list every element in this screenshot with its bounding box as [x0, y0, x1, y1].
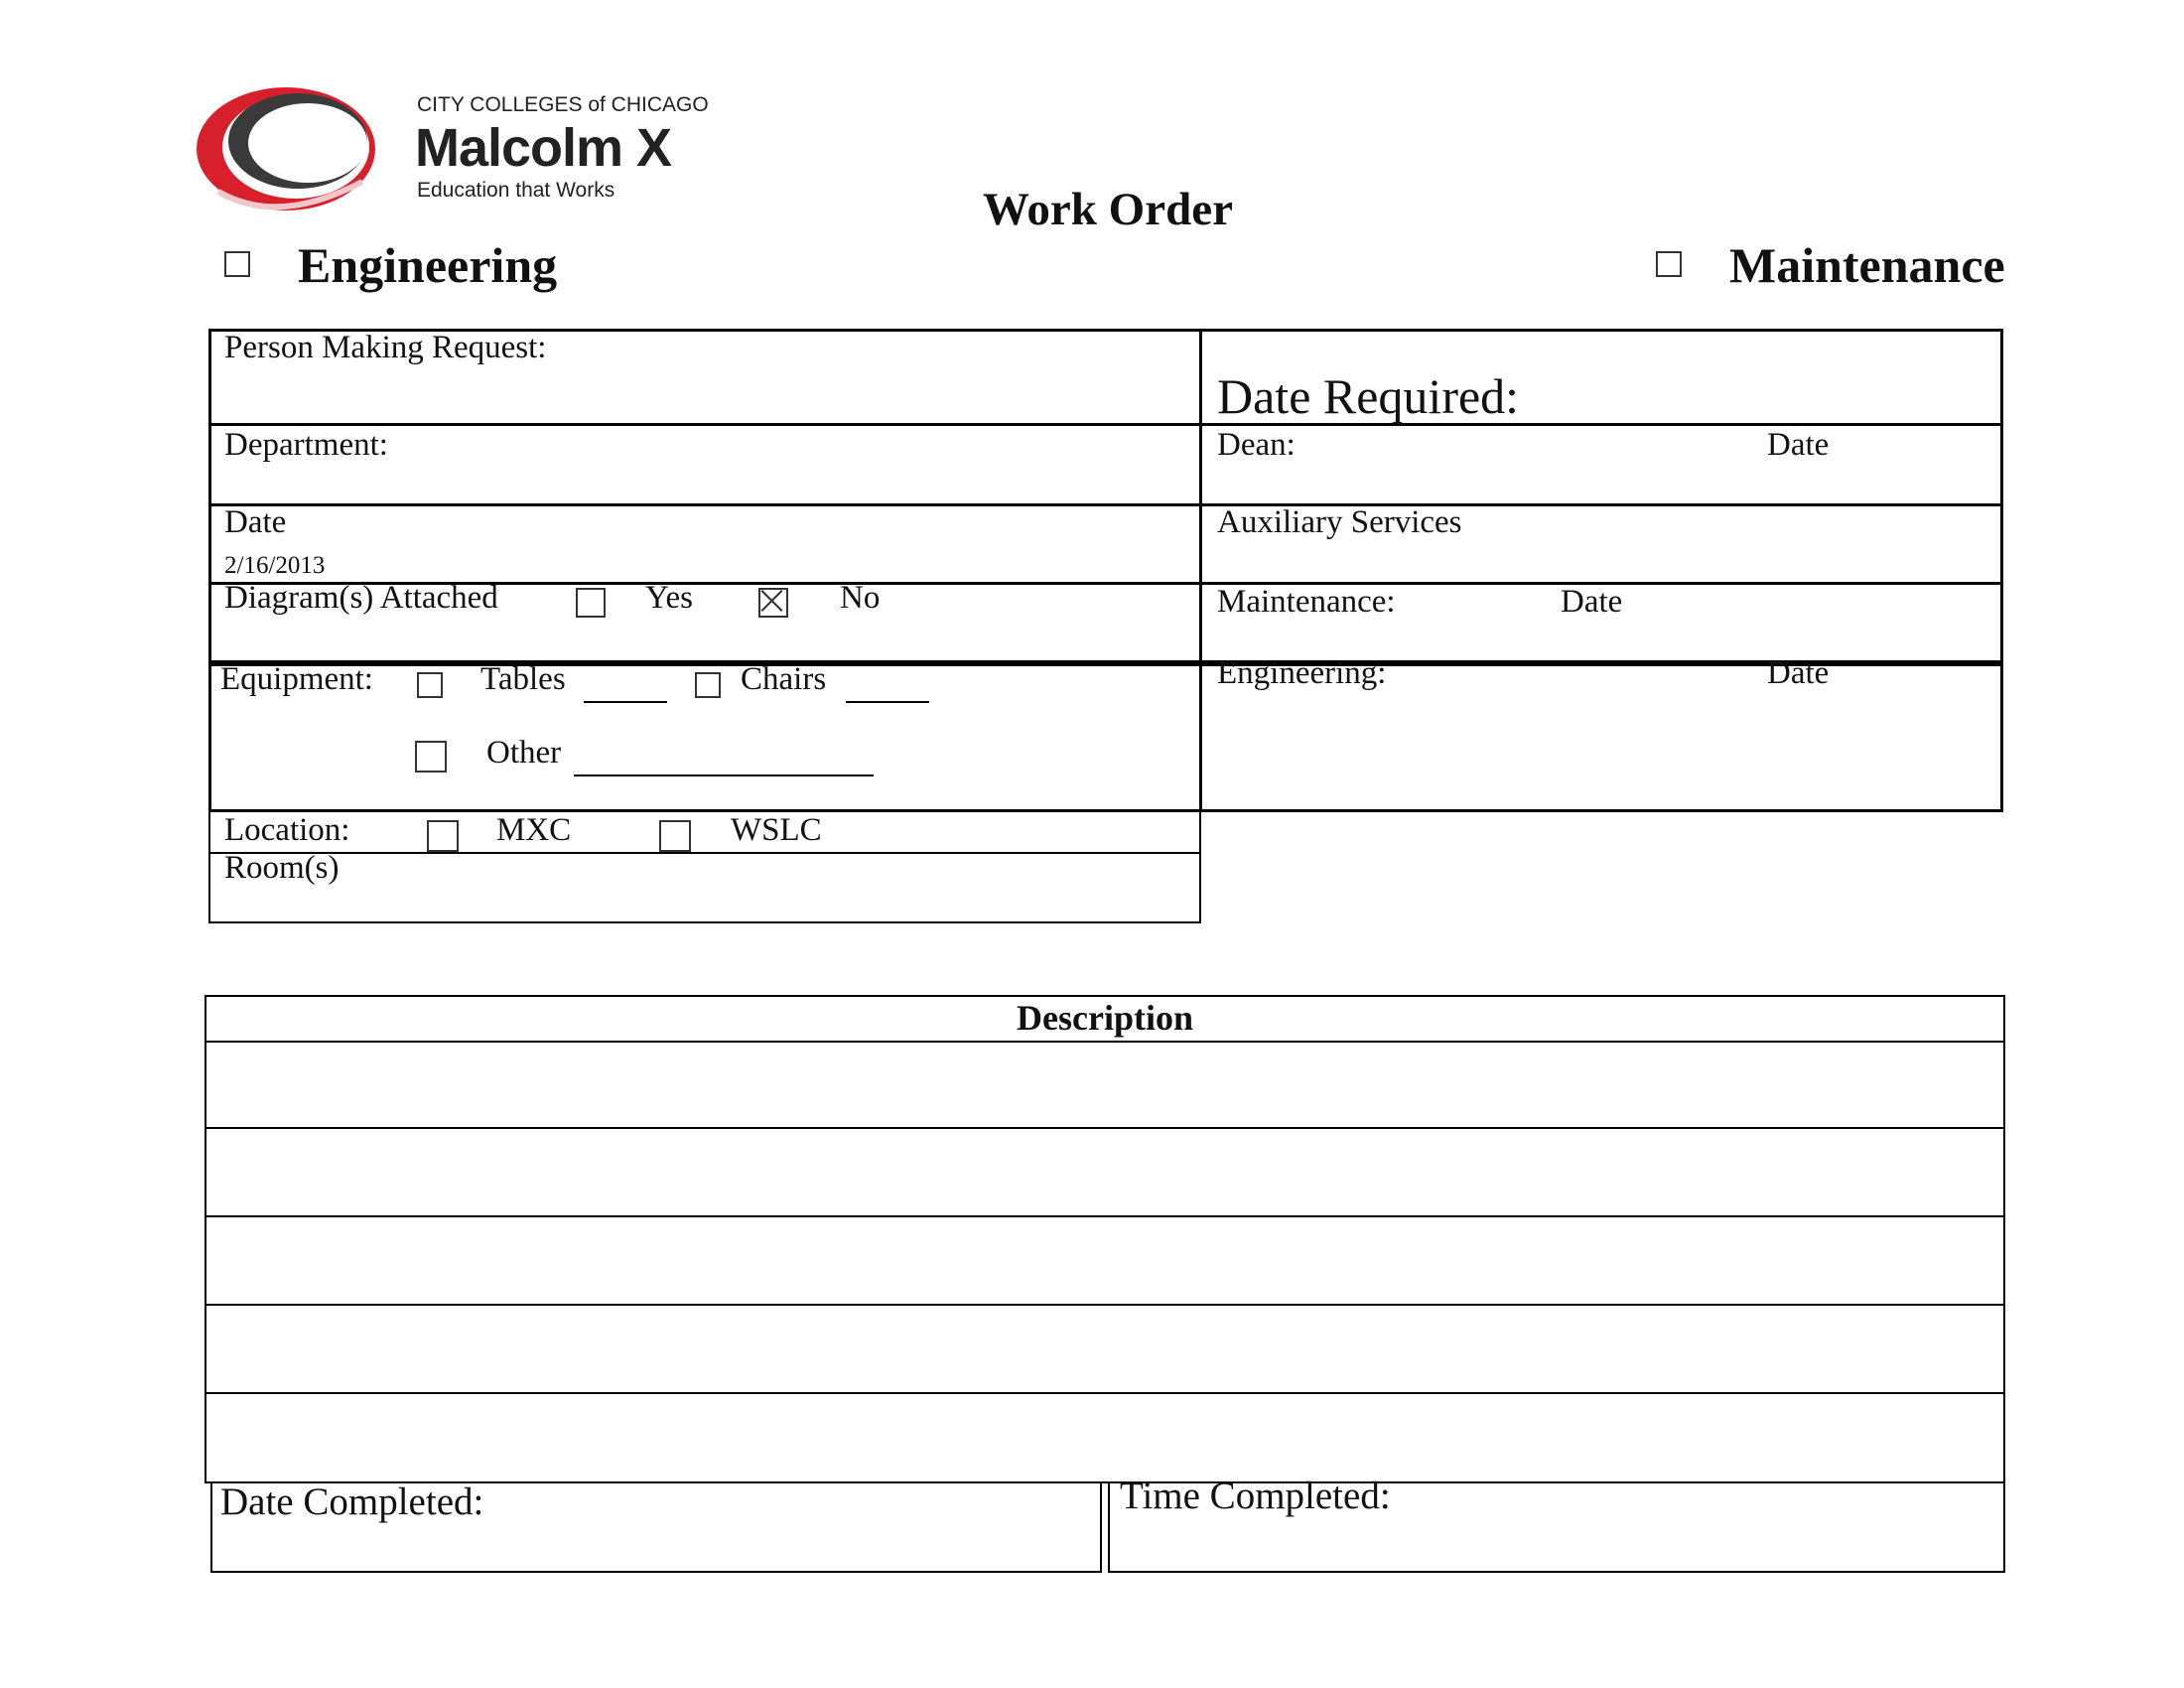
- rooms-label: Room(s): [224, 850, 340, 886]
- chairs-label: Chairs: [741, 661, 827, 697]
- diagrams-yes-checkbox[interactable]: [576, 588, 606, 618]
- date-value[interactable]: 2/16/2013: [224, 552, 326, 579]
- mxc-checkbox[interactable]: [427, 820, 459, 852]
- date-completed-label: Date Completed:: [220, 1480, 484, 1523]
- chairs-checkbox[interactable]: [695, 672, 721, 698]
- description-header: Description: [1017, 998, 1193, 1038]
- wslc-label: WSLC: [731, 812, 822, 848]
- other-label: Other: [486, 735, 562, 771]
- engineering-date-label: Date: [1767, 655, 1830, 691]
- form-title: Work Order: [983, 184, 1233, 235]
- tagline: Education that Works: [417, 179, 615, 202]
- engineering-checkbox[interactable]: [224, 251, 250, 277]
- auxiliary-services-label: Auxiliary Services: [1217, 504, 1462, 540]
- location-label: Location:: [224, 812, 350, 848]
- tables-quantity-line[interactable]: [584, 701, 667, 703]
- wslc-checkbox[interactable]: [659, 820, 691, 852]
- diagrams-attached-label: Diagram(s) Attached: [224, 580, 498, 616]
- other-checkbox[interactable]: [415, 741, 447, 773]
- description-line[interactable]: [205, 1215, 2005, 1217]
- chairs-quantity-line[interactable]: [846, 701, 929, 703]
- tables-label: Tables: [480, 661, 566, 697]
- engineering-heading: Engineering: [298, 237, 558, 293]
- maintenance-label: Maintenance:: [1217, 584, 1396, 620]
- maintenance-checkbox[interactable]: [1656, 251, 1682, 277]
- maintenance-date-label: Date: [1561, 584, 1623, 620]
- person-making-request-label: Person Making Request:: [224, 330, 547, 365]
- other-text-line[interactable]: [574, 774, 874, 776]
- college-logo: [189, 77, 725, 226]
- swoosh-logo-icon: [189, 77, 387, 226]
- dean-date-label: Date: [1767, 427, 1830, 463]
- department-label: Department:: [224, 427, 388, 463]
- description-line[interactable]: [205, 1392, 2005, 1394]
- description-line[interactable]: [205, 1304, 2005, 1306]
- maintenance-heading: Maintenance: [1729, 237, 2005, 293]
- equipment-label: Equipment:: [220, 661, 373, 697]
- date-required-label: Date Required:: [1217, 368, 1520, 424]
- no-label: No: [840, 580, 881, 616]
- dean-label: Dean:: [1217, 427, 1296, 463]
- diagrams-no-checkbox[interactable]: [758, 588, 788, 618]
- yes-label: Yes: [645, 580, 694, 616]
- date-label: Date: [224, 504, 287, 540]
- org-name: CITY COLLEGES of CHICAGO: [417, 93, 709, 116]
- tables-checkbox[interactable]: [417, 672, 443, 698]
- time-completed-label: Time Completed:: [1120, 1475, 1391, 1517]
- mxc-label: MXC: [496, 812, 572, 848]
- description-line[interactable]: [205, 1127, 2005, 1129]
- engineering-label: Engineering:: [1217, 655, 1387, 691]
- college-name: Malcolm X: [415, 118, 672, 178]
